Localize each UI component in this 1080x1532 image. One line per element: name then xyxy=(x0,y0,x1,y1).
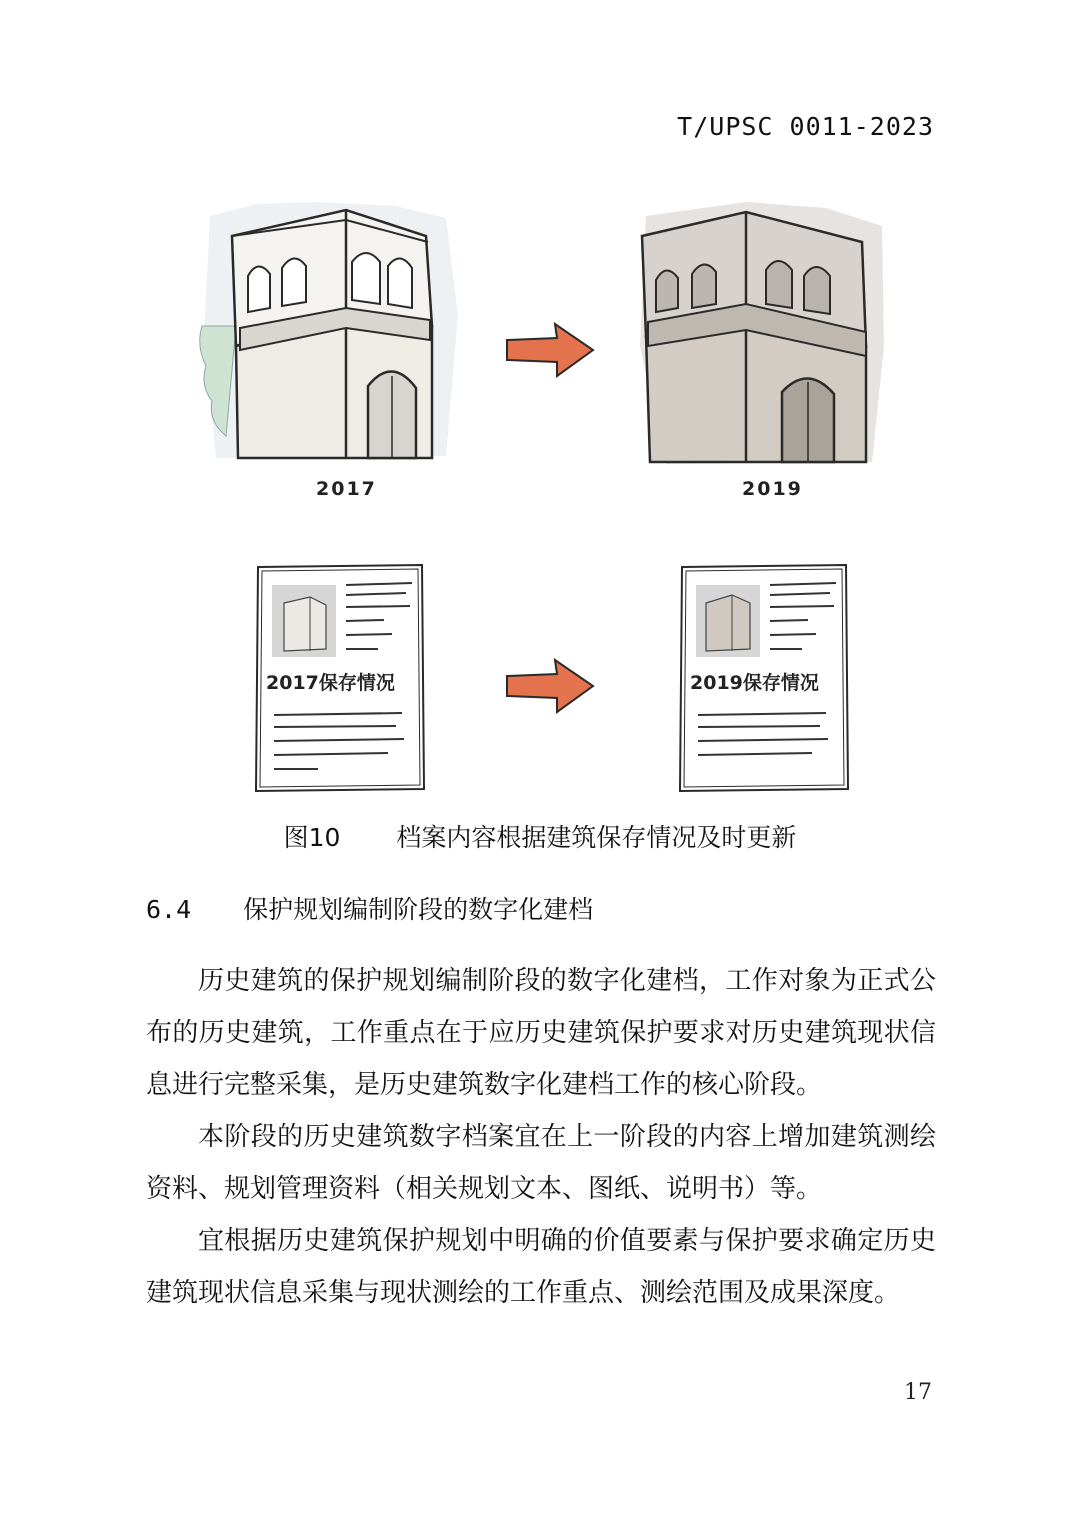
figure-caption-text: 档案内容根据建筑保存情况及时更新 xyxy=(396,823,797,852)
document-title-2017: 2017保存情况 xyxy=(266,672,395,694)
paragraph: 本阶段的历史建筑数字档案宜在上一阶段的内容上增加建筑测绘资料、规划管理资料（相关规划文本、图纸、说明书）等。 xyxy=(146,1122,936,1204)
figure-number: 图10 xyxy=(283,823,341,852)
page-number: 17 xyxy=(904,1380,932,1405)
arrow-right-icon xyxy=(505,656,595,716)
section-heading xyxy=(146,890,593,926)
document-title-2019: 2019保存情况 xyxy=(690,672,819,694)
figure-caption xyxy=(0,818,1080,854)
arrow-right-icon xyxy=(505,320,595,380)
record-document-2017 xyxy=(252,563,428,793)
paragraph: 历史建筑的保护规划编制阶段的数字化建档，工作对象为正式公布的历史建筑，工作重点在于应历史建筑保护要求对历史建筑现状信息进行完整采集，是历史建筑数字化建档工作的核心阶段。 xyxy=(146,966,936,1100)
record-document-2019 xyxy=(676,563,852,793)
building-2017-illustration xyxy=(196,196,468,466)
year-label-2017: 2017 xyxy=(316,478,377,500)
standard-code: T/UPSC 0011-2023 xyxy=(677,112,934,141)
section-number: 6.4 xyxy=(146,895,192,924)
body-text xyxy=(146,955,936,1319)
paragraph: 宜根据历史建筑保护规划中明确的价值要素与保护要求确定历史建筑现状信息采集与现状测绘的工作重点、测绘范围及成果深度。 xyxy=(146,1226,936,1308)
year-label-2019: 2019 xyxy=(742,478,803,500)
building-2019-illustration xyxy=(626,196,888,468)
section-title: 保护规划编制阶段的数字化建档 xyxy=(243,895,594,924)
